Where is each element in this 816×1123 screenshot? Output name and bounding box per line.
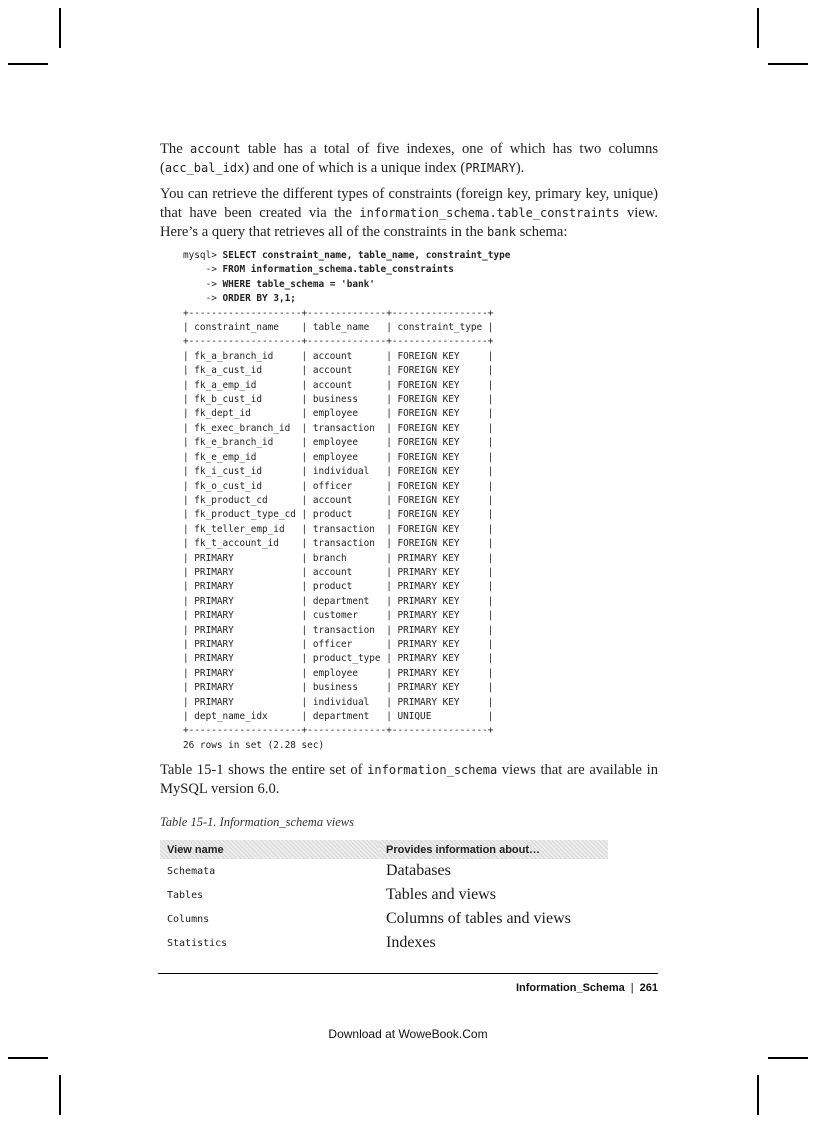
table-row	[160, 859, 608, 883]
table-row	[160, 931, 608, 955]
table-row: | fk_teller_emp_id | transaction | FOREIGN KEY |	[183, 523, 494, 535]
table-row: | fk_a_cust_id | account | FOREIGN KEY |	[183, 365, 494, 377]
table-row: | PRIMARY | business | PRIMARY KEY |	[183, 682, 494, 694]
paragraph-table-intro: Table 15-1 shows the entire set of information_schema views that are available in MySQL version 6.0.	[160, 762, 658, 798]
table-row: | fk_b_cust_id | business | FOREIGN KEY |	[183, 394, 494, 406]
crop-mark	[768, 63, 808, 65]
table-border: +--------------------+--------------+-----------------+	[183, 725, 494, 737]
table-header-row: | constraint_name | table_name | constraint_type |	[183, 322, 494, 334]
table-border: +--------------------+--------------+-----------------+	[183, 307, 494, 319]
table-row: | fk_a_branch_id | account | FOREIGN KEY |	[183, 350, 494, 362]
view-name: Columns	[167, 913, 210, 925]
table-row: | PRIMARY | transaction | PRIMARY KEY |	[183, 624, 494, 636]
table-row: | fk_a_emp_id | account | FOREIGN KEY |	[183, 379, 494, 391]
view-description: Indexes	[386, 934, 436, 952]
view-description: Columns of tables and views	[386, 910, 571, 928]
paragraph-constraints: You can retrieve the different types of constraints (foreign key, primary key, unique) that have been created via the information_schema.table_constraints view. Here’s a query that retrieves all of the constraints in the bank schema:	[160, 186, 659, 240]
header-provides-info: Provides information about…	[379, 840, 608, 859]
table-row: | PRIMARY | individual | PRIMARY KEY |	[183, 696, 494, 708]
table-row: | fk_dept_id | employee | FOREIGN KEY |	[183, 408, 494, 420]
table-row: | fk_product_type_cd | product | FOREIGN KEY |	[183, 509, 494, 521]
table-row: | PRIMARY | product_type | PRIMARY KEY |	[183, 653, 494, 665]
page-number: 261	[639, 982, 658, 994]
footer-separator: |	[630, 982, 634, 994]
view-description: Databases	[386, 862, 451, 880]
crop-mark	[59, 1075, 61, 1115]
views-table	[160, 840, 608, 955]
table-border: +--------------------+--------------+-----------------+	[183, 336, 494, 348]
query-result-table	[183, 308, 493, 737]
download-note: Download at WoweBook.Com	[328, 1027, 488, 1041]
header-view-name: View name	[160, 840, 379, 859]
table-row: | PRIMARY | account | PRIMARY KEY |	[183, 566, 494, 578]
table-row: | PRIMARY | officer | PRIMARY KEY |	[183, 638, 494, 650]
crop-mark	[8, 1057, 48, 1059]
page-content	[160, 140, 658, 955]
table-caption: Table 15-1. Information_schema views	[160, 815, 354, 830]
table-row: | PRIMARY | product | PRIMARY KEY |	[183, 581, 494, 593]
crop-mark	[8, 63, 48, 65]
table-row: | fk_e_branch_id | employee | FOREIGN KEY |	[183, 437, 494, 449]
view-description: Tables and views	[386, 886, 496, 904]
crop-mark	[757, 1075, 759, 1115]
chapter-title: Information_Schema	[515, 982, 625, 994]
crop-mark	[768, 1057, 808, 1059]
views-table-header	[160, 840, 608, 859]
table-row: | fk_product_cd | account | FOREIGN KEY |	[183, 494, 494, 506]
view-name: Schemata	[167, 865, 216, 877]
table-row	[160, 907, 608, 931]
view-name: Statistics	[167, 937, 228, 949]
footer-rule	[158, 973, 658, 974]
code-listing: mysql> SELECT constraint_name, table_name, constraint_type -> FROM information_schema.table_constraints -> WHERE table_schema = 'bank' -> ORDER BY 3,1; +--------------------+--------------+-----------------+ | constraint_name | table_name | constraint_type | +--------------------+--------------+-----------------+ | fk_a_branch_id | account | FOREIGN KEY | | fk_a_cust_id | account | FOREIGN KEY | | fk_a_emp_id | account | FOREIGN KEY | | fk_b_cust_id | business | FOREIGN KEY | | fk_dept_id | employee | FOREIGN KEY | | fk_exec_branch_id | transaction | FOREIGN KEY | | fk_e_branch_id | employee | FOREIGN KEY | | fk_e_emp_id | employee | FOREIGN KEY | | fk_i_cust_id | individual | FOREIGN KEY | | fk_o_cust_id | officer | FOREIGN KEY | | fk_product_cd | account | FOREIGN KEY | | fk_product_type_cd | product | FOREIGN KEY | | fk_teller_emp_id | transaction | FOREIGN KEY | | fk_t_account_id | transaction | FOREIGN KEY | | PRIMARY | branch | PRIMARY KEY | | PRIMARY | account | PRIMARY KEY | | PRIMARY | product | PRIMARY KEY | | PRIMARY | department | PRIMARY KEY | | PRIMARY | customer | PRIMARY KEY | | PRIMARY | transaction | PRIMARY KEY | | PRIMARY | officer | PRIMARY KEY | | PRIMARY | product_type | PRIMARY KEY | | PRIMARY | employee | PRIMARY KEY | | PRIMARY | business | PRIMARY KEY | | PRIMARY | individual | PRIMARY KEY | | dept_name_idx | department | UNIQUE | +--------------------+--------------+-----------------+ 26 rows in set (2.28 sec)	[183, 250, 511, 751]
crop-mark	[59, 8, 61, 48]
table-row: | PRIMARY | customer | PRIMARY KEY |	[183, 610, 494, 622]
table-row: | fk_t_account_id | transaction | FOREIGN KEY |	[183, 538, 494, 550]
table-row: | PRIMARY | employee | PRIMARY KEY |	[183, 667, 494, 679]
crop-mark	[757, 8, 759, 48]
view-name: Tables	[167, 889, 204, 901]
paragraph-account-indexes: The account table has a total of five indexes, one of which has two columns (acc_bal_idx) and one of which is a unique index (PRIMARY).	[160, 141, 658, 176]
table-row	[160, 883, 608, 907]
table-row: | dept_name_idx | department | UNIQUE |	[183, 711, 494, 722]
table-row: | PRIMARY | branch | PRIMARY KEY |	[183, 552, 494, 564]
table-row: | fk_exec_branch_id | transaction | FOREIGN KEY |	[183, 422, 494, 434]
table-row: | fk_i_cust_id | individual | FOREIGN KEY |	[183, 466, 494, 478]
table-row: | PRIMARY | department | PRIMARY KEY |	[183, 595, 494, 607]
result-summary: 26 rows in set (2.28 sec)	[183, 739, 325, 751]
page-footer	[516, 982, 658, 994]
table-row: | fk_e_emp_id | employee | FOREIGN KEY |	[183, 451, 494, 463]
table-row: | fk_o_cust_id | officer | FOREIGN KEY |	[183, 480, 494, 492]
